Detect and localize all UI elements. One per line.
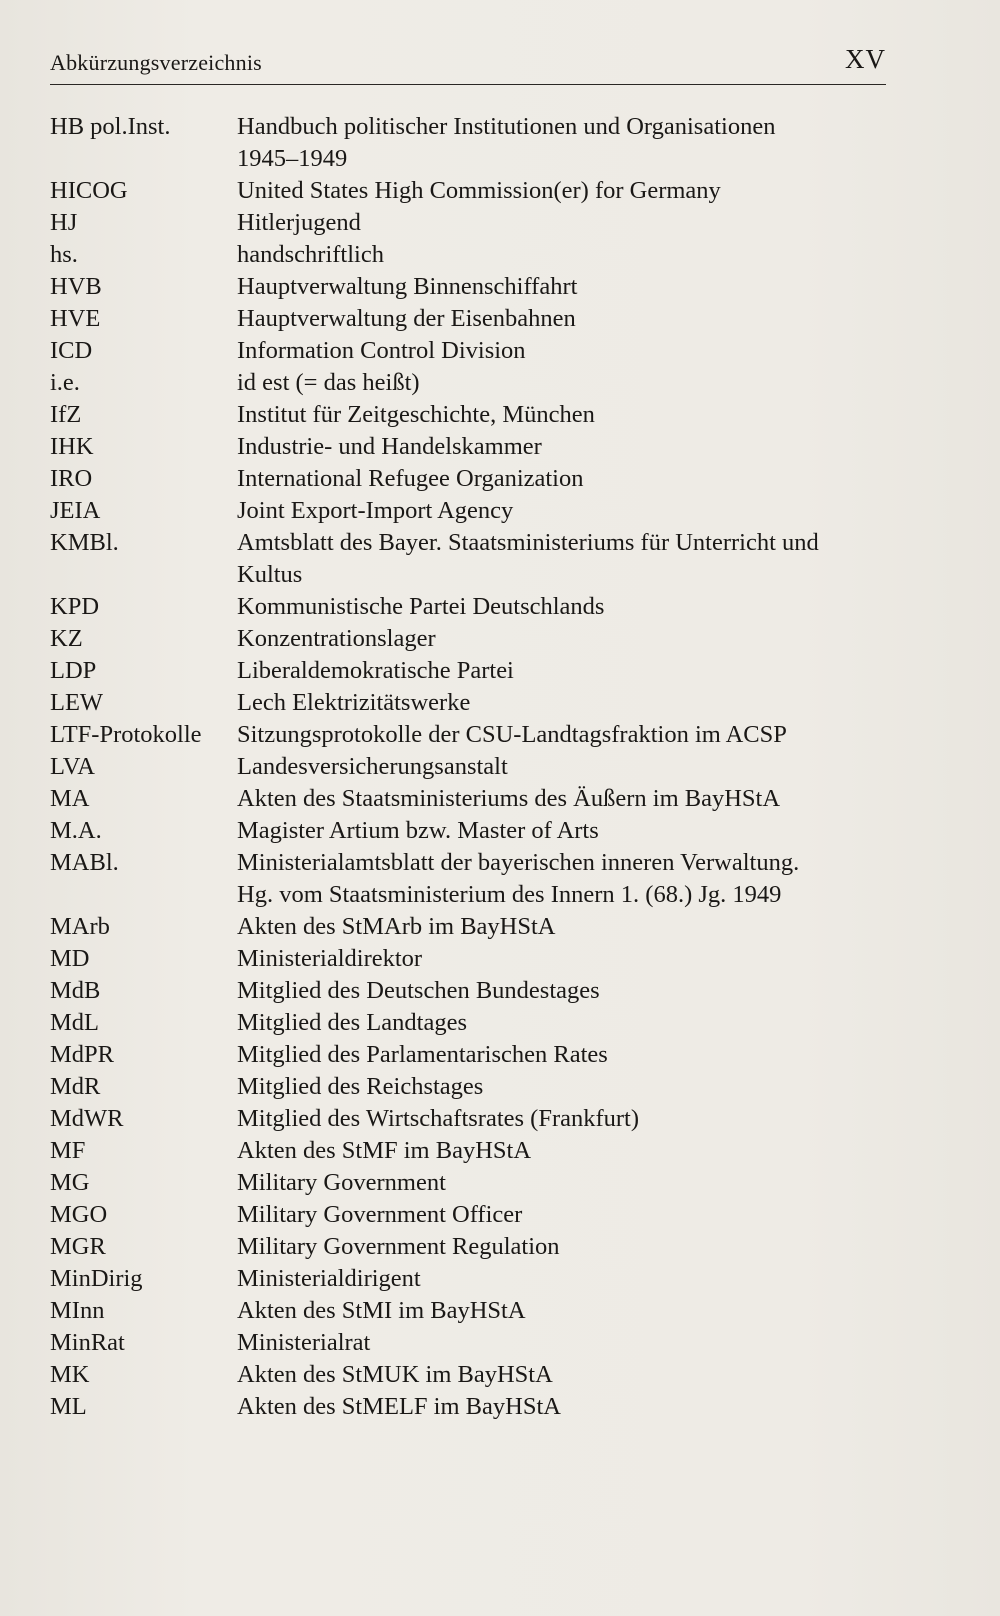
abbreviation-definition: Hauptverwaltung der Eisenbahnen [237,305,576,332]
abbreviation-definition: Akten des StMI im BayHStA [237,1297,526,1324]
abbreviation-definition: Handbuch politischer Institutionen und Organisationen 1945–1949 [237,113,776,172]
abbreviation-entry [50,1231,900,1263]
abbreviation-definition: Liberaldemokratische Partei [237,657,514,684]
abbreviation-term: LDP [50,657,97,684]
abbreviation-definition: Hauptverwaltung Binnenschiffahrt [237,273,578,300]
abbreviation-term: HVB [50,273,102,300]
abbreviation-entry [50,1391,900,1423]
abbreviation-definition: Landesversicherungsanstalt [237,753,508,780]
abbreviation-entry [50,1007,900,1039]
abbreviation-definition: Sitzungsprotokolle der CSU-Landtagsfraktion im ACSP [237,721,787,748]
abbreviation-term: MdL [50,1009,99,1036]
abbreviation-term: MinDirig [50,1265,143,1292]
abbreviation-term: IRO [50,465,93,492]
abbreviation-term: LVA [50,753,95,780]
abbreviation-entry [50,399,900,431]
abbreviation-entry [50,175,900,207]
abbreviation-entry [50,1071,900,1103]
abbreviation-entry [50,623,900,655]
abbreviation-entry [50,1199,900,1231]
abbreviation-term: MArb [50,913,110,940]
abbreviation-entry [50,751,900,783]
abbreviation-entry [50,1327,900,1359]
abbreviation-term: MGO [50,1201,108,1228]
abbreviation-entry [50,1263,900,1295]
abbreviation-definition: Institut für Zeitgeschichte, München [237,401,595,428]
abbreviation-definition: Akten des StMF im BayHStA [237,1137,532,1164]
abbreviation-entry [50,1167,900,1199]
abbreviation-entry [50,847,900,911]
abbreviation-definition: Akten des StMELF im BayHStA [237,1393,561,1420]
page-number: XV [845,44,886,74]
abbreviation-entry [50,719,900,751]
abbreviation-term: HB pol.Inst. [50,113,171,140]
abbreviation-definition: Amtsblatt des Bayer. Staatsministeriums für Unterricht und Kultus [237,529,819,588]
abbreviation-term: ML [50,1393,87,1420]
abbreviation-definition: Mitglied des Landtages [237,1009,467,1036]
abbreviation-entry [50,1039,900,1071]
abbreviation-entry [50,495,900,527]
abbreviation-definition: Information Control Division [237,337,526,364]
abbreviation-entry [50,271,900,303]
abbreviation-term: MdR [50,1073,101,1100]
abbreviation-definition: Military Government Officer [237,1201,523,1228]
abbreviation-list [50,111,900,1423]
abbreviation-entry [50,943,900,975]
abbreviation-definition: Mitglied des Wirtschaftsrates (Frankfurt) [237,1105,640,1132]
abbreviation-term: MA [50,785,90,812]
abbreviation-term: HJ [50,209,78,236]
abbreviation-term: KMBl. [50,529,119,556]
abbreviation-term: MinRat [50,1329,125,1356]
abbreviation-term: MABl. [50,849,119,876]
abbreviation-entry [50,783,900,815]
abbreviation-definition: Ministerialdirektor [237,945,423,972]
abbreviation-term: LEW [50,689,104,716]
abbreviation-term: LTF-Protokolle [50,721,202,748]
abbreviation-definition: Akten des StMArb im BayHStA [237,913,556,940]
abbreviation-definition: Military Government [237,1169,446,1196]
abbreviation-definition: Hitlerjugend [237,209,361,236]
abbreviation-term: MdB [50,977,101,1004]
abbreviation-term: HICOG [50,177,128,204]
abbreviation-entry [50,463,900,495]
abbreviation-term: MGR [50,1233,106,1260]
abbreviation-definition: Konzentrationslager [237,625,436,652]
abbreviation-term: MK [50,1361,90,1388]
abbreviation-definition: Ministerialdirigent [237,1265,421,1292]
abbreviation-definition: Lech Elektrizitätswerke [237,689,471,716]
page-header [50,44,886,85]
abbreviation-definition: Joint Export-Import Agency [237,497,514,524]
abbreviation-definition: id est (= das heißt) [237,369,420,396]
abbreviation-term: KPD [50,593,100,620]
abbreviation-definition: Mitglied des Reichstages [237,1073,484,1100]
abbreviation-definition: handschriftlich [237,241,384,268]
abbreviation-definition: Mitglied des Parlamentarischen Rates [237,1041,608,1068]
abbreviation-term: M.A. [50,817,102,844]
abbreviation-definition: Akten des Staatsministeriums des Äußern im BayHStA [237,785,781,812]
abbreviation-term: IfZ [50,401,82,428]
abbreviation-definition: International Refugee Organization [237,465,584,492]
abbreviation-entry [50,687,900,719]
abbreviation-entry [50,207,900,239]
abbreviation-definition: Magister Artium bzw. Master of Arts [237,817,599,844]
abbreviation-term: HVE [50,305,101,332]
abbreviation-definition: United States High Commission(er) for Germany [237,177,721,204]
abbreviation-entry [50,815,900,847]
abbreviation-definition: Military Government Regulation [237,1233,560,1260]
abbreviation-definition: Industrie- und Handelskammer [237,433,542,460]
abbreviation-entry [50,1359,900,1391]
abbreviation-term: i.e. [50,369,80,396]
abbreviation-term: ICD [50,337,93,364]
abbreviation-entry [50,111,900,175]
abbreviation-entry [50,591,900,623]
abbreviation-term: MdWR [50,1105,124,1132]
abbreviation-entry [50,1103,900,1135]
abbreviation-term: MdPR [50,1041,115,1068]
abbreviation-entry [50,239,900,271]
running-title: Abkürzungsverzeichnis [50,50,262,75]
abbreviation-term: MG [50,1169,90,1196]
abbreviation-definition: Kommunistische Partei Deutschlands [237,593,605,620]
abbreviation-entry [50,1135,900,1167]
abbreviation-entry [50,975,900,1007]
abbreviation-definition: Akten des StMUK im BayHStA [237,1361,553,1388]
abbreviation-entry [50,527,900,591]
abbreviation-entry [50,655,900,687]
abbreviation-entry [50,1295,900,1327]
abbreviation-term: MInn [50,1297,105,1324]
abbreviation-definition: Ministerialrat [237,1329,371,1356]
abbreviation-term: MD [50,945,90,972]
abbreviation-entry [50,303,900,335]
abbreviation-definition: Mitglied des Deutschen Bundestages [237,977,600,1004]
abbreviation-term: JEIA [50,497,101,524]
abbreviation-term: hs. [50,241,78,268]
abbreviation-entry [50,367,900,399]
abbreviation-definition: Ministerialamtsblatt der bayerischen inneren Verwaltung. Hg. vom Staatsministerium des Innern 1. (68.) Jg. 1949 [237,849,800,908]
abbreviation-entry [50,335,900,367]
abbreviation-entry [50,431,900,463]
abbreviation-term: KZ [50,625,83,652]
abbreviation-term: MF [50,1137,86,1164]
abbreviation-entry [50,911,900,943]
abbreviation-term: IHK [50,433,94,460]
